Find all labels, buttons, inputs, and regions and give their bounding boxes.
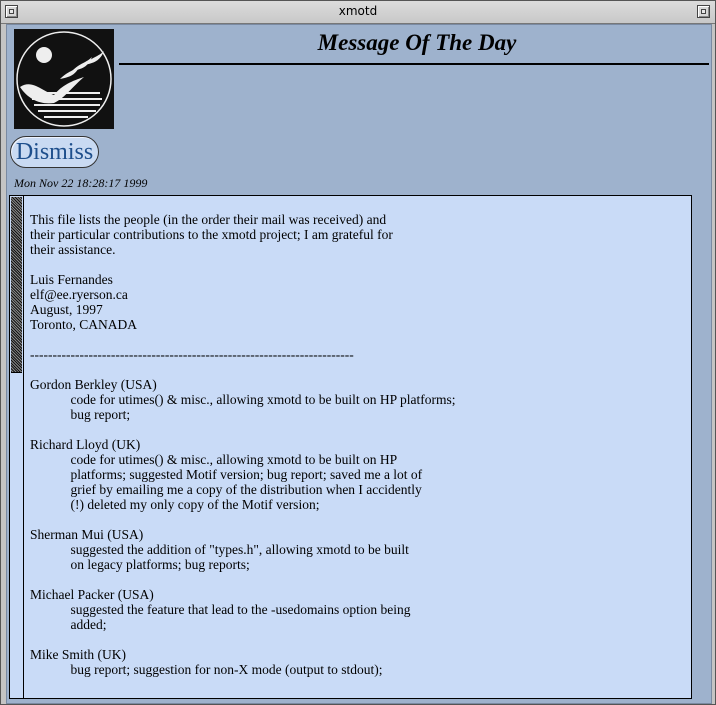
message-date: Mon Nov 22 18:28:17 1999 (14, 176, 148, 190)
page-title: Message Of The Day (317, 30, 517, 55)
message-body: This file lists the people (in the order their mail was received) and their particular contributions to the xmotd project; I am grateful for their assistance. Luis Fernandes elf@ee.ryerson.ca August, 1997 Toronto, CANADA ------------------------------------------------------------------------ Gordon Berkley (USA) code for utimes() & misc., allowing xmotd to be built on HP platforms; bug report; Richard Lloyd (UK) code for utimes() & misc., allowing xmotd to be built on HP platforms; suggested Motif version; bug report; saved me a lot of grief by emailing me a copy of the distribution when I accidently (!) deleted my only copy of the Motif version; Sherman Mui (USA) suggested the addition of "types.h", allowing xmotd to be built on legacy platforms; bug reports; Michael Packer (USA) suggested the feature that lead to the -usedomains option being added; Mike Smith (UK) bug report; suggestion for non-X mode (output to stdout); (30, 212, 456, 677)
vertical-scrollbar[interactable] (10, 196, 24, 698)
dismiss-button[interactable]: Dismiss (10, 136, 99, 168)
window-title: xmotd (338, 4, 378, 18)
window-maximize-icon[interactable] (697, 5, 710, 18)
message-viewer (9, 195, 692, 699)
title-bar[interactable] (1, 1, 715, 24)
xmotd-logo-icon (14, 29, 114, 129)
main-panel (6, 24, 712, 704)
heading-divider (119, 63, 709, 65)
scrollbar-thumb[interactable] (11, 197, 22, 373)
